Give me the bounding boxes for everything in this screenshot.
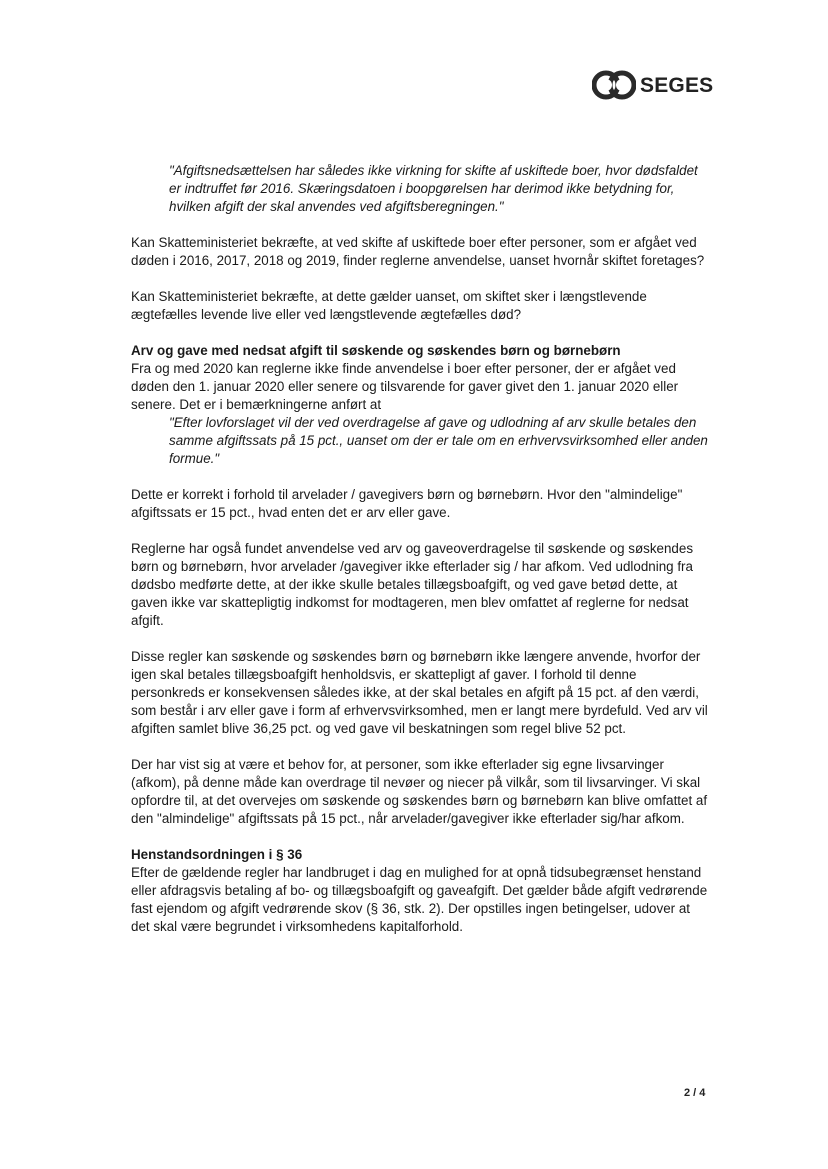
document-body: [131, 162, 711, 936]
paragraph-gaeldende-regler: Efter de gældende regler har landbruget i dag en mulighed for at opnå tidsubegrænset henstand eller afdragsvis betaling af bo- og tillægsboafgift og gaveafgift. Det gælder både afgift vedrørende fast ejendom og afgift vedrørende skov (§ 36, stk. 2). Der opstilles ingen betingelser, udover at det skal være begrundet i virksomhedens kapitalforhold.: [131, 865, 708, 934]
question-uskiftede-boer: Kan Skatteministeriet bekræfte, at ved skifte af uskiftede boer efter personer, som er afgået ved døden i 2016, 2017, 2018 og 2019, finder reglerne anvendelse, uanset hvornår skiftet foretages?: [131, 235, 705, 268]
paragraph-reglerne-har-ogsaa: Reglerne har også fundet anvendelse ved arv og gaveoverdragelse til søskende og søskendes børn og børnebørn, hvor arvelader /gavegiver ikke efterlader sig / har afkom. Ved udlodning fra dødsbo medførte dette, at der ikke skulle betales tillægsboafgift, og ved gave betød dette, at gaven ikke var skattepligtig indkomst for modtageren, men blev omfattet af reglerne for nedsat afgift.: [131, 541, 694, 628]
seges-logo: [592, 70, 713, 100]
page-number: 2 / 4: [684, 1087, 706, 1099]
question-laengstlevende: Kan Skatteministeriet bekræfte, at dette gælder uanset, om skiftet sker i længstlevende ægtefælles levende live eller ved længstlevende ægtefælles død?: [131, 289, 647, 322]
paragraph-korrekt-i-forhold: Dette er korrekt i forhold til arvelader / gavegivers børn og børnebørn. Hvor den "almindelige" afgiftssats er 15 pct., hvad enten det er arv eller gave.: [131, 487, 683, 520]
seges-logo-icon: [592, 70, 636, 100]
quote-afgiftsnedsaettelsen: "Afgiftsnedsættelsen har således ikke virkning for skifte af uskiftede boer, hvor dødsfaldet er indtruffet før 2016. Skæringsdatoen i boopgørelsen har derimod ikke betydning for, hvilken afgift der skal anvendes ved afgiftsberegningen.": [169, 163, 698, 214]
section-heading-arv-og-gave: Arv og gave med nedsat afgift til søskende og søskendes børn og børnebørn: [131, 343, 621, 358]
quote-lovforslaget: "Efter lovforslaget vil der ved overdragelse af gave og udlodning af arv skulle betales den samme afgiftssats på 15 pct., uanset om der er tale om en erhvervsvirksomhed eller anden formue.": [169, 415, 708, 466]
paragraph-behov-for: Der har vist sig at være et behov for, at personer, som ikke efterlader sig egne livsarvinger (afkom), på denne måde kan overdrage til nevøer og niecer på vilkår, som til livsarvinger. Vi skal opfordre til, at det overvejes om søskende og søskendes børn og børnebørn kan blive omfattet af den "almindelige" afgiftssats på 15 pct., når arvelader/gavegiver ikke efterlader sig/har afkom.: [131, 757, 708, 826]
paragraph-disse-regler: Disse regler kan søskende og søskendes børn og børnebørn ikke længere anvende, hvorfor der igen skal betales tillægsboafgift henholdsvis, er skattepligt af gaver. I forhold til denne personkreds er konsekvensen således ikke, at der skal betales en afgift på 15 pct. af den værdi, som består i arv eller gave i form af erhvervsvirksomhed, men er langt mere byrdefuld. Ved arv vil afgiften samlet blive 36,25 pct. og ved gave vil beskatningen som regel blive 52 pct.: [131, 649, 708, 736]
paragraph-fra-og-med-2020: Fra og med 2020 kan reglerne ikke finde anvendelse i boer efter personer, der er afgået ved døden den 1. januar 2020 eller senere og tilsvarende for gaver givet den 1. januar 2020 eller senere. Det er i bemærkningerne anført at: [131, 361, 679, 412]
seges-logo-text: SEGES: [640, 73, 714, 97]
section-heading-henstandsordningen: Henstandsordningen i § 36: [131, 847, 303, 862]
